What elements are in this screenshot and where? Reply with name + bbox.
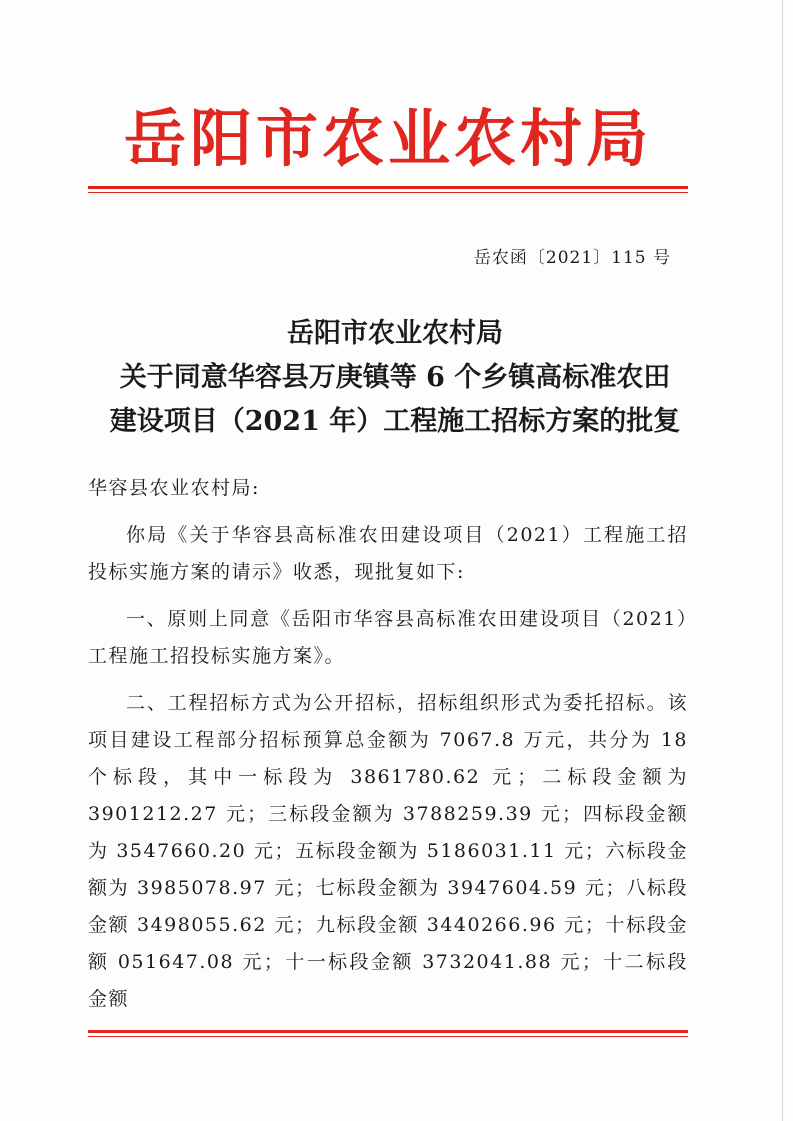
document-title [70,312,720,444]
footer-rule-thick [88,1030,688,1033]
title-line-2: 关于同意华容县万庚镇等 6 个乡镇高标准农田 [119,362,671,393]
salutation: 华容县农业农村局: [88,477,260,499]
footer-rule-thin [88,1036,688,1037]
masthead-title: 岳阳市农业农村局 [123,102,652,175]
paragraph-1: 你局《关于华容县高标准农田建设项目（2021）工程施工招投标实施方案的请示》收悉，现批复如下: [88,524,688,583]
masthead-rule-thin [88,192,688,193]
paragraph-2: 一、原则上同意《岳阳市华容县高标准农田建设项目（2021）工程施工招投标实施方案》。 [88,608,688,667]
title-line-3: 建设项目（2021 年）工程施工招标方案的批复 [109,406,681,437]
masthead-rule-thick [88,186,688,189]
document-number: 岳农函〔2021〕115 号 [473,248,671,268]
paragraph-3: 二、工程招标方式为公开招标，招标组织形式为委托招标。该项目建设工程部分招标预算总金额为 7067.8 万元，共分为 18 个标段，其中一标段为 3861780.62 元；二标段金额为 3901212.27 元；三标段金额为 3788259.39 元；四标段金额为 3547660.20 元；五标段金额为 5186031.11 元；六标段金额为 3985078.97 元；七标段金额为 3947604.59 元；八标段金额 3498055.62 元；九标段金额 3440266.96 元；十标段金额 051647.08 元；十一标段金额 3732041.88 元；十二标段金额 [88,692,688,1010]
title-line-1: 岳阳市农业农村局 [287,318,503,349]
document-body [88,470,688,1028]
scan-edge-line [782,0,783,1121]
